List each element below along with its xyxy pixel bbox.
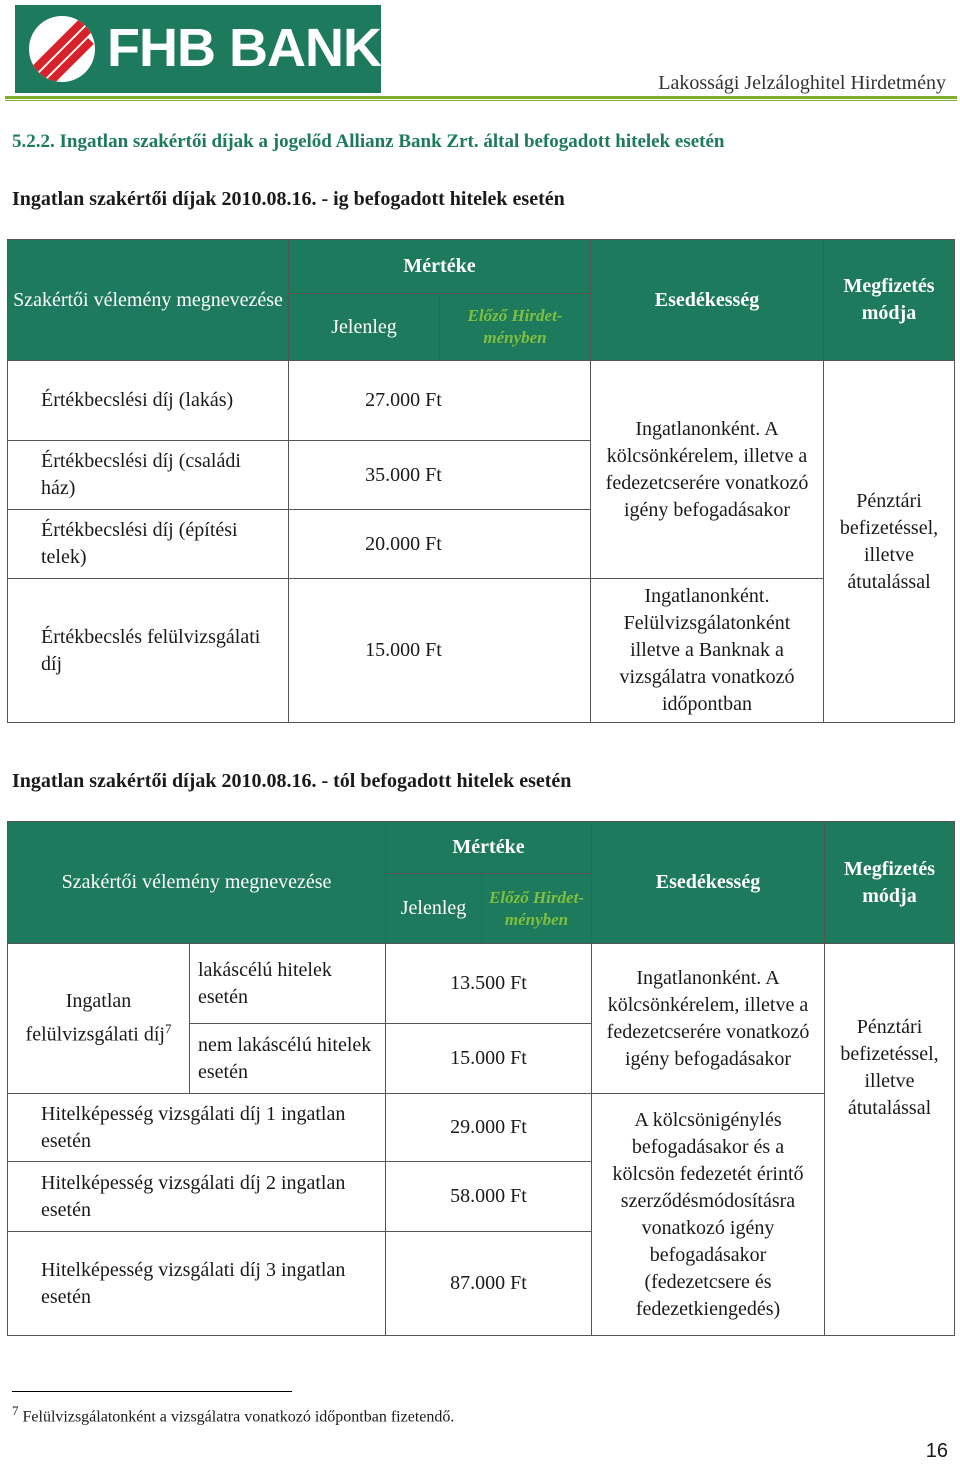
table-row-name: Hitelképesség vizsgálati díj 3 ingatlan esetén bbox=[8, 1232, 386, 1336]
logo-emblem-icon bbox=[29, 16, 95, 82]
footnote-number: 7 bbox=[12, 1403, 19, 1418]
col-header-name: Szakértői vélemény megnevezése bbox=[8, 240, 289, 361]
footnote-divider bbox=[12, 1391, 292, 1392]
col-header-previous: Előző Hirdet-ményben bbox=[440, 294, 591, 361]
sub-row-amount: 13.500 Ft bbox=[386, 944, 592, 1024]
document-title: Lakossági Jelzáloghitel Hirdetmény bbox=[658, 72, 946, 94]
review-fee-label: Ingatlan felülvizsgálati díj bbox=[25, 990, 165, 1046]
section-heading: 5.2.2. Ingatlan szakértői díjak a jogelőd Allianz Bank Zrt. által befogadott hitelek esetén bbox=[12, 131, 725, 152]
header-divider-thin bbox=[5, 100, 957, 101]
table1-title: Ingatlan szakértői díjak 2010.08.16. - ig befogadott hitelek esetén bbox=[12, 188, 565, 210]
table-row-amount: 20.000 Ft bbox=[289, 510, 591, 579]
col-header-name: Szakértői vélemény megnevezése bbox=[8, 822, 386, 944]
table-row-amount: 15.000 Ft bbox=[289, 579, 591, 723]
table-row-name: Hitelképesség vizsgálati díj 1 ingatlan esetén bbox=[8, 1094, 386, 1162]
payment-cell: Pénztári befizetéssel, illetve átutalással bbox=[825, 944, 955, 1336]
sub-row-label: lakáscélú hitelek esetén bbox=[190, 944, 386, 1024]
logo-text: FHB BANK bbox=[107, 18, 381, 78]
col-header-payment: Megfizetés módja bbox=[825, 822, 955, 944]
table2-title: Ingatlan szakértői díjak 2010.08.16. - tól befogadott hitelek esetén bbox=[12, 770, 572, 792]
due-cell-2: A kölcsönigénylés befogadásakor és a kölcsön fedezetét érintő szerződésmódosításra vonatkozó igény befogadásakor (fedezetcsere és fedezetkiengedés) bbox=[592, 1094, 825, 1336]
table-row-name: Értékbecslési díj (építési telek) bbox=[8, 510, 289, 579]
due-cell-1: Ingatlanonként. A kölcsönkérelem, illetve a fedezetcserére vonatkozó igény befogadásakor bbox=[592, 944, 825, 1094]
header-divider bbox=[5, 96, 957, 99]
due-cell-2: Ingatlanonként. Felülvizsgálatonként illetve a Banknak a vizsgálatra vonatkozó időpontban bbox=[591, 579, 824, 723]
footnote-text: Felülvizsgálatonként a vizsgálatra vonatkozó időpontban fizetendő. bbox=[22, 1408, 455, 1426]
page-number: 16 bbox=[925, 1440, 948, 1462]
col-header-amount: Mértéke bbox=[289, 240, 591, 294]
col-header-previous: Előző Hirdet-ményben bbox=[482, 874, 592, 944]
sub-row-label: nem lakáscélú hitelek esetén bbox=[190, 1024, 386, 1094]
payment-cell: Pénztári befizetéssel, illetve átutalással bbox=[824, 361, 955, 723]
fee-table-1 bbox=[7, 239, 955, 723]
table-row-name: Értékbecslés felülvizsgálati díj bbox=[8, 579, 289, 723]
sub-row-amount: 15.000 Ft bbox=[386, 1024, 592, 1094]
col-header-due: Esedékesség bbox=[591, 240, 824, 361]
table-row-amount: 87.000 Ft bbox=[386, 1232, 592, 1336]
table-row-amount: 35.000 Ft bbox=[289, 441, 591, 510]
table-row-name: Hitelképesség vizsgálati díj 2 ingatlan esetén bbox=[8, 1162, 386, 1232]
col-header-payment: Megfizetés módja bbox=[824, 240, 955, 361]
table-row-amount: 58.000 Ft bbox=[386, 1162, 592, 1232]
table-row-amount: 29.000 Ft bbox=[386, 1094, 592, 1162]
table-row-amount: 27.000 Ft bbox=[289, 361, 591, 441]
footnote bbox=[12, 1403, 454, 1426]
fee-table-2 bbox=[7, 821, 955, 1336]
table-row-name: Értékbecslési díj (családi ház) bbox=[8, 441, 289, 510]
table-row-name: Értékbecslési díj (lakás) bbox=[8, 361, 289, 441]
due-cell-1: Ingatlanonként. A kölcsönkérelem, illetve a fedezetcserére vonatkozó igény befogadásakor bbox=[591, 361, 824, 579]
col-header-due: Esedékesség bbox=[592, 822, 825, 944]
col-header-current: Jelenleg bbox=[289, 294, 440, 361]
col-header-current: Jelenleg bbox=[386, 874, 482, 944]
review-fee-cell bbox=[8, 944, 190, 1094]
footnote-ref: 7 bbox=[164, 1021, 172, 1037]
fhb-bank-logo bbox=[15, 5, 381, 93]
col-header-amount: Mértéke bbox=[386, 822, 592, 874]
